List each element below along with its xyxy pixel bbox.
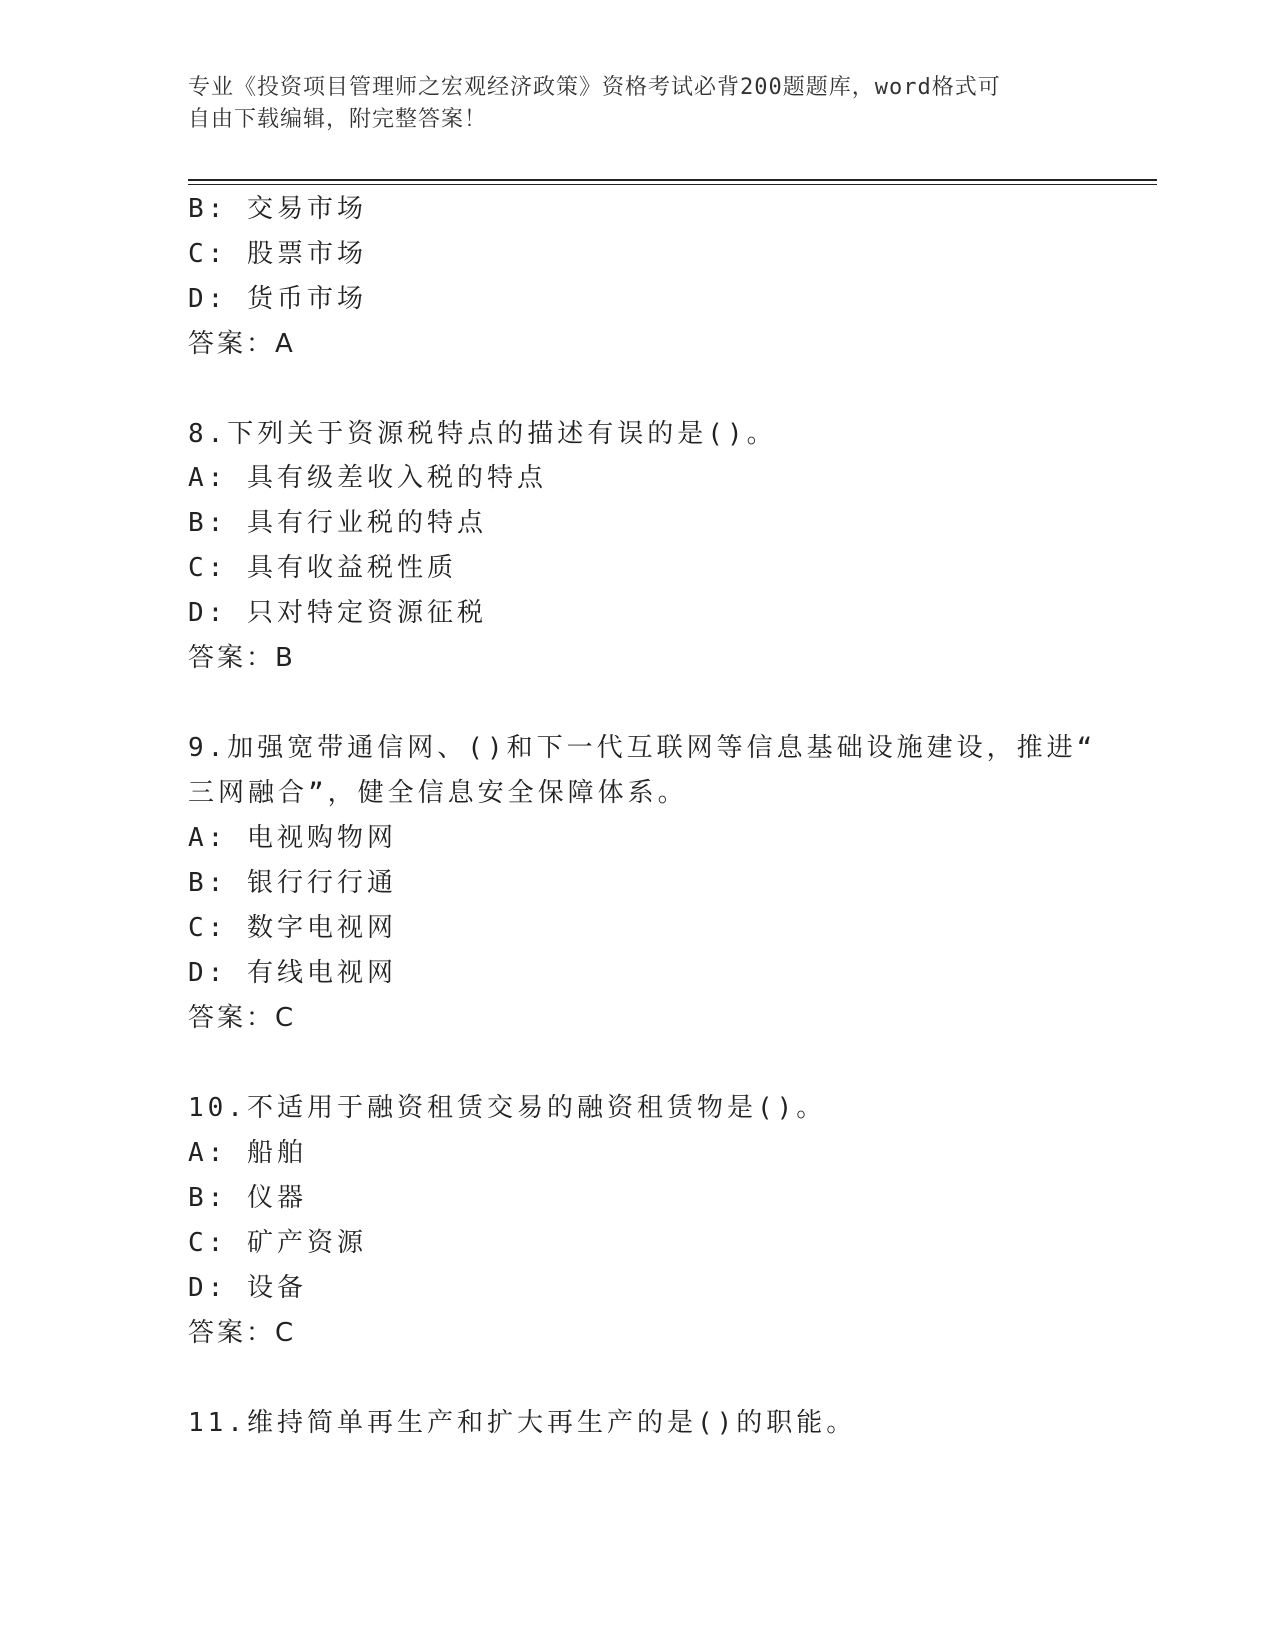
q9-answer: 答案：C bbox=[188, 1003, 297, 1033]
q8-option-a: A: 具有级差收入税的特点 bbox=[188, 463, 547, 493]
q9-stem-line-2: 三网融合”，健全信息安全保障体系。 bbox=[188, 778, 688, 808]
q10-option-b: B: 仪器 bbox=[188, 1183, 307, 1213]
document-header bbox=[188, 72, 1068, 136]
q7-option-b: B: 交易市场 bbox=[188, 194, 367, 224]
q8-answer: 答案：B bbox=[188, 643, 296, 673]
q8-option-c: C: 具有收益税性质 bbox=[188, 553, 457, 583]
q8-option-d: D: 只对特定资源征税 bbox=[188, 598, 487, 628]
q10-stem: 10.不适用于融资租赁交易的融资租赁物是()。 bbox=[188, 1093, 827, 1123]
q10-option-c: C: 矿产资源 bbox=[188, 1228, 367, 1258]
q9-stem-line-1: 9.加强宽带通信网、()和下一代互联网等信息基础设施建设，推进“ bbox=[188, 733, 1097, 763]
q10-option-a: A: 船舶 bbox=[188, 1138, 307, 1168]
q8-stem: 8.下列关于资源税特点的描述有误的是()。 bbox=[188, 419, 777, 449]
q7-option-c: C: 股票市场 bbox=[188, 239, 367, 269]
header-divider-thin bbox=[188, 184, 1157, 185]
q9-option-b: B: 银行行行通 bbox=[188, 868, 397, 898]
header-line-2: 自由下载编辑，附完整答案！ bbox=[188, 107, 488, 132]
q9-option-d: D: 有线电视网 bbox=[188, 958, 397, 988]
header-divider-thick bbox=[188, 179, 1157, 181]
q10-option-d: D: 设备 bbox=[188, 1273, 307, 1303]
q10-answer: 答案：C bbox=[188, 1318, 297, 1348]
q9-option-a: A: 电视购物网 bbox=[188, 823, 397, 853]
q11-stem: 11.维持简单再生产和扩大再生产的是()的职能。 bbox=[188, 1408, 857, 1438]
q9-option-c: C: 数字电视网 bbox=[188, 913, 397, 943]
header-line-1: 专业《投资项目管理师之宏观经济政策》资格考试必背200题题库，word格式可 bbox=[188, 75, 1001, 100]
q7-answer: 答案：A bbox=[188, 329, 296, 359]
q7-option-d: D: 货币市场 bbox=[188, 284, 367, 314]
q8-option-b: B: 具有行业税的特点 bbox=[188, 508, 487, 538]
